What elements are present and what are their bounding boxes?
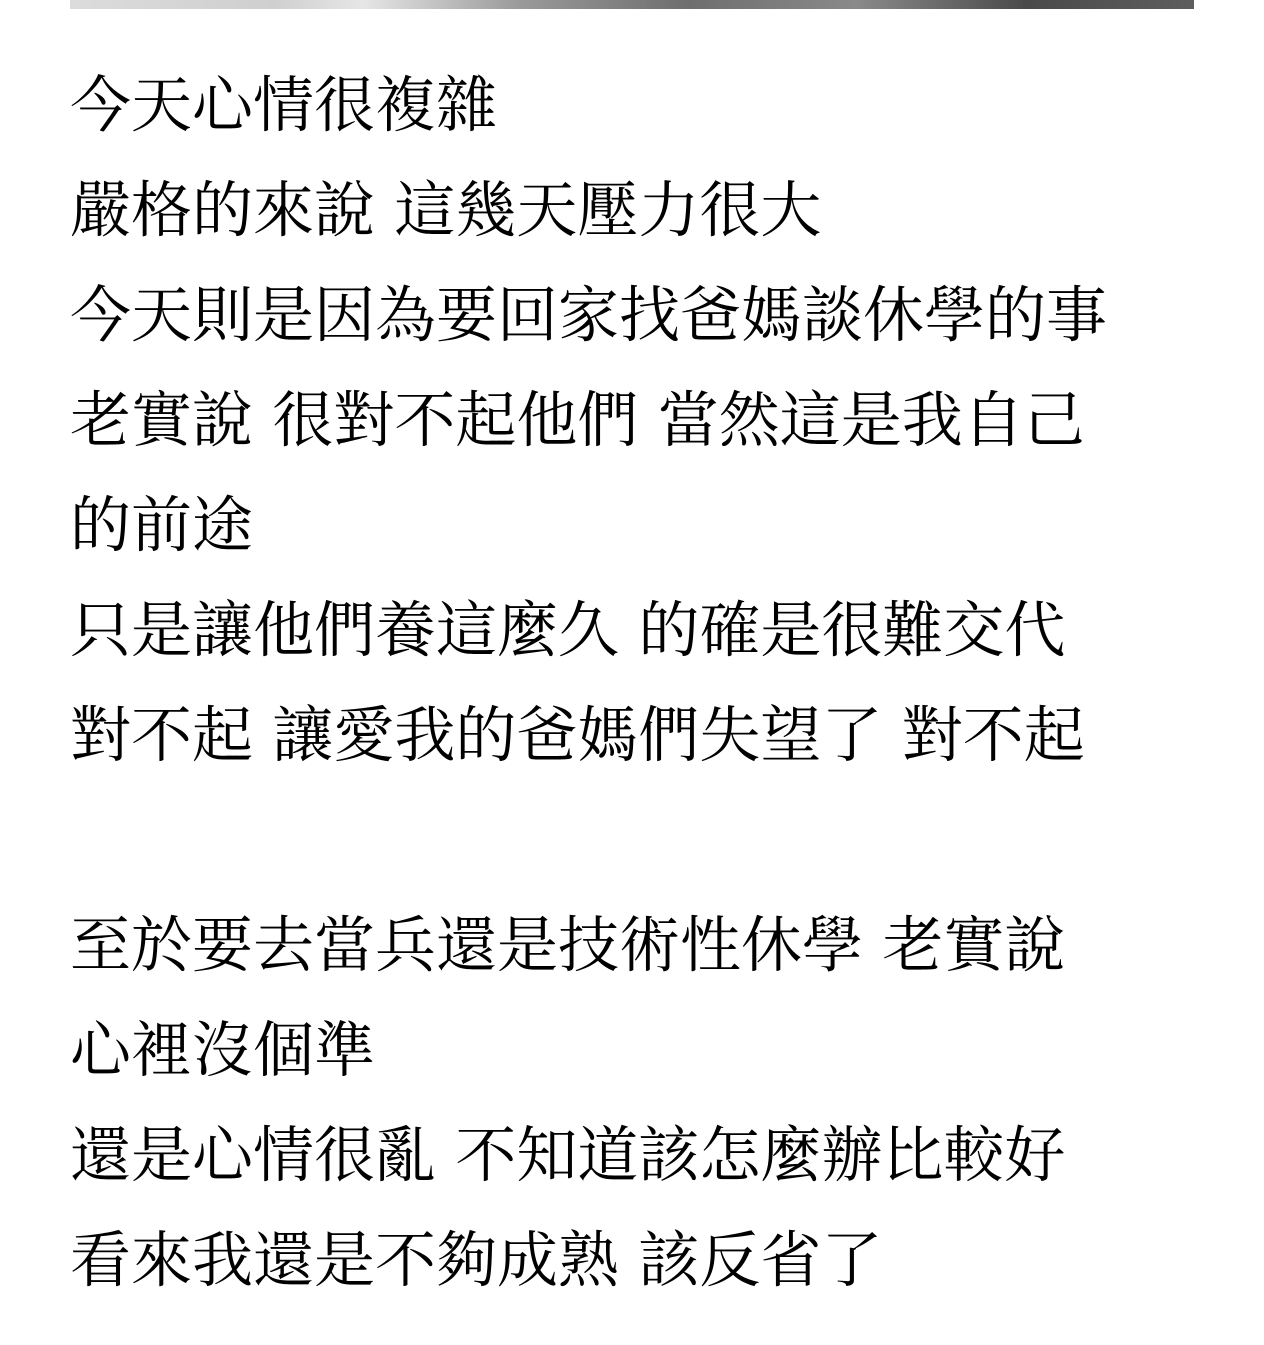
text-line: 看來我還是不夠成熟 該反省了 <box>70 1225 883 1296</box>
text-line: 至於要去當兵還是技術性休學 老實說 <box>70 910 1066 981</box>
text-line: 還是心情很亂 不知道該怎麼辦比較好 <box>70 1120 1066 1191</box>
text-line: 只是讓他們養這麼久 的確是很難交代 <box>70 595 1066 666</box>
text-line: 的前途 <box>70 490 254 561</box>
post-body <box>70 53 1200 1313</box>
text-line: 今天則是因為要回家找爸媽談休學的事 <box>70 280 1108 351</box>
text-line: 對不起 讓愛我的爸媽們失望了 對不起 <box>70 700 1085 771</box>
text-line: 嚴格的來說 這幾天壓力很大 <box>70 175 822 246</box>
text-line: 今天心情很複雜 <box>70 70 498 141</box>
photo-bottom-edge <box>70 0 1194 9</box>
text-line: 老實說 很對不起他們 當然這是我自己 <box>70 385 1085 456</box>
paragraph-gap <box>70 788 1200 893</box>
text-line: 心裡沒個準 <box>70 1015 376 1086</box>
